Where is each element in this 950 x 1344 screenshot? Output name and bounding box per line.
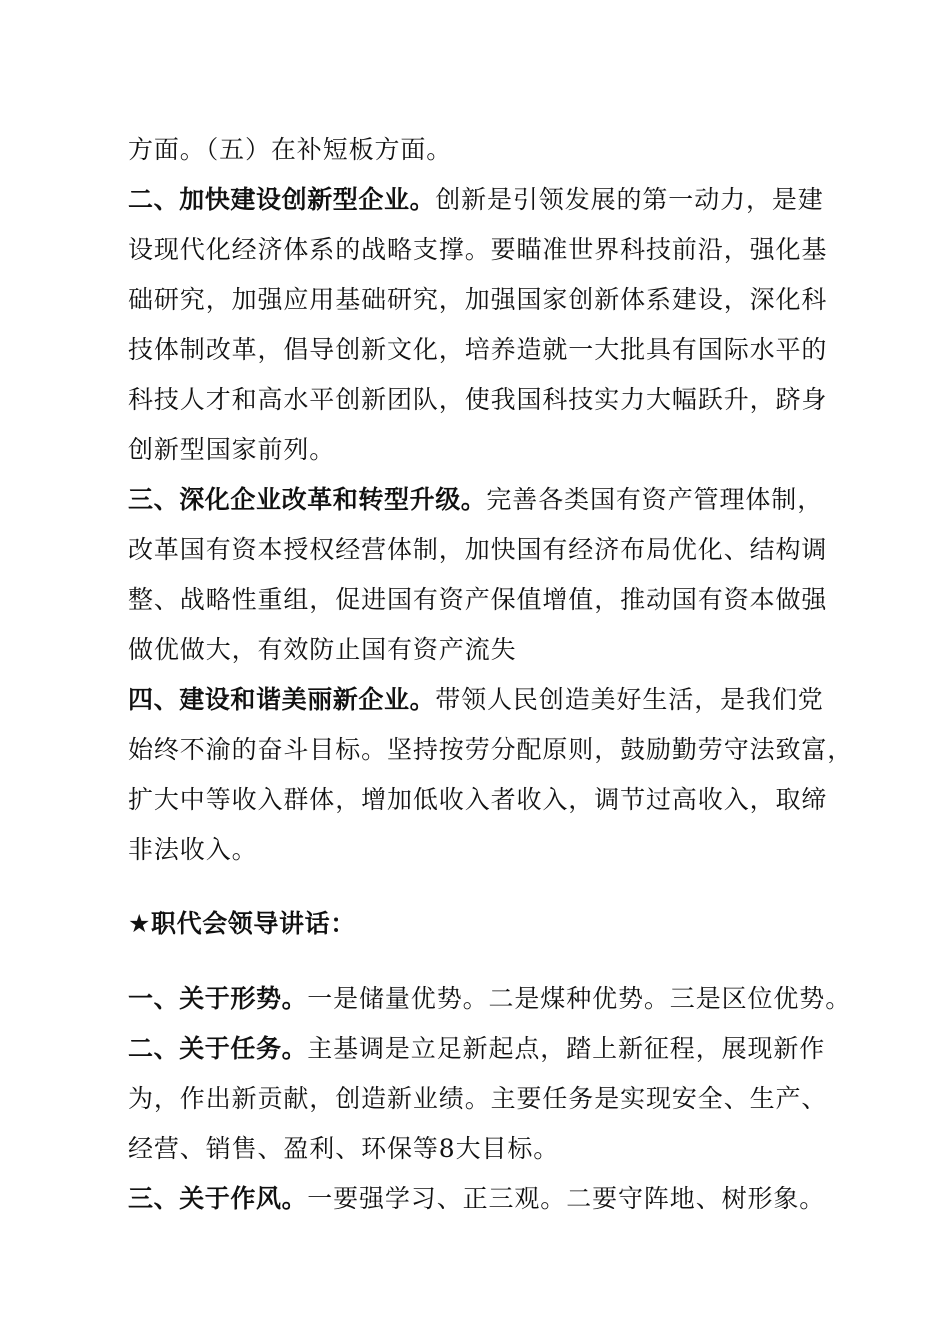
paragraph-line: [128, 783, 827, 817]
body-text: 础研究，加强应用基础研究，加强国家创新体系建设，深化科: [128, 285, 828, 314]
heading-text: 一、关于形势。: [128, 984, 308, 1013]
body-text: 一是储量优势。二是煤种优势。三是区位优势。: [307, 984, 852, 1013]
body-text: 一要强学习、正三观。二要守阵地、树形象。: [307, 1184, 826, 1213]
paragraph-line: [128, 433, 335, 467]
body-text: 方面。（五）在补短板方面。: [128, 135, 453, 164]
paragraph-line: [128, 483, 823, 517]
paragraph-line: [128, 1182, 825, 1216]
paragraph-line: [128, 1132, 559, 1166]
paragraph-line: [128, 333, 827, 367]
body-text: 完善各类国有资产管理体制，: [486, 485, 824, 514]
body-text: 始终不渝的奋斗目标。坚持按劳分配原则，鼓励勤劳守法致富，: [128, 735, 854, 764]
body-text: 创新型国家前列。: [128, 435, 336, 464]
section-heading: [128, 907, 356, 941]
paragraph-line: [128, 133, 452, 167]
body-text: 经营、销售、盈利、环保等8大目标。: [128, 1134, 560, 1163]
heading-text: 三、深化企业改革和转型升级。: [128, 485, 487, 514]
body-text: 创新是引领发展的第一动力，是建: [435, 185, 824, 214]
paragraph-line: [128, 833, 258, 867]
body-text: 扩大中等收入群体，增加低收入者收入，调节过高收入，取缔: [128, 785, 828, 814]
heading-text: 二、关于任务。: [128, 1034, 308, 1063]
paragraph-line: [128, 533, 827, 567]
paragraph-line: [128, 733, 853, 767]
heading-text: 三、关于作风。: [128, 1184, 308, 1213]
paragraph-line: [128, 383, 827, 417]
paragraph-line: [128, 233, 827, 267]
body-text: 技体制改革，倡导创新文化，培养造就一大批具有国际水平的: [128, 335, 828, 364]
heading-text: 二、加快建设创新型企业。: [128, 185, 436, 214]
body-text: 非法收入。: [128, 835, 258, 864]
paragraph-line: [128, 1032, 825, 1066]
body-text: 整、战略性重组，促进国有资产保值增值，推动国有资本做强: [128, 585, 828, 614]
body-text: 做优做大，有效防止国有资产流失: [128, 635, 517, 664]
paragraph-line: [128, 1082, 827, 1116]
paragraph-line: [128, 982, 851, 1016]
body-text: 为，作出新贡献，创造新业绩。主要任务是实现安全、生产、: [128, 1084, 828, 1113]
paragraph-line: [128, 633, 517, 667]
body-text: 改革国有资本授权经营体制，加快国有经济布局优化、结构调: [128, 535, 828, 564]
paragraph-line: [128, 583, 827, 617]
paragraph-line: [128, 183, 824, 217]
body-text: 主基调是立足新起点，踏上新征程，展现新作: [307, 1034, 826, 1063]
body-text: 科技人才和高水平创新团队，使我国科技实力大幅跃升，跻身: [128, 385, 828, 414]
heading-text: 四、建设和谐美丽新企业。: [128, 685, 436, 714]
paragraph-line: [128, 283, 827, 317]
body-text: 带领人民创造美好生活，是我们党: [435, 685, 824, 714]
body-text: 设现代化经济体系的战略支撑。要瞄准世界科技前沿，强化基: [128, 235, 828, 264]
paragraph-line: [128, 683, 824, 717]
heading-text: ★职代会领导讲话：: [128, 909, 356, 938]
